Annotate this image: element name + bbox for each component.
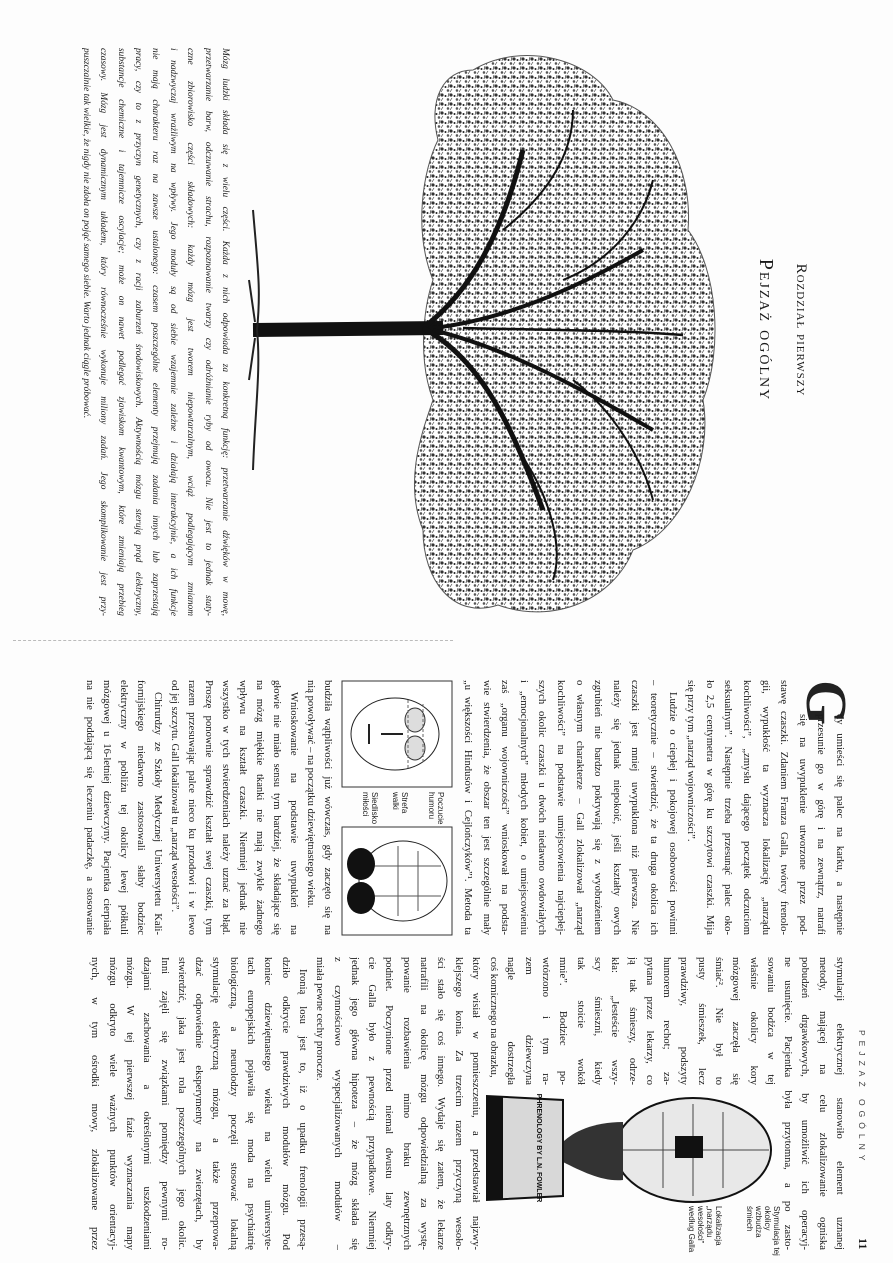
text-line: powanie rozbawienia mimo braku zewnętrznych [400,957,412,1250]
text-line: substancje chemiczne i tajemnicze oscylacje; może on nawet podlegać zjawiskom kwantowym, które zmieniają przebieg [115,48,126,616]
text-line: przetwarzanie barw, odczuwanie strachu, rozpoznawanie twarzy czy odróżnianie ryby od owocu. Nie jest to jednak staty- [202,48,213,616]
text-line: pobudzeń drgawkowych, by umożliwić ich operacyj- [799,957,811,1250]
text-line: od jej szczytu. Gall lokalizował tu „narząd wesołości”. [169,680,180,913]
text-line: Wnioskowanie na podstawie uwypukleń na [288,692,299,935]
text-line: elektryczny w pobliżu tej okolicy lewej półkuli [118,680,129,935]
text-line: stymulację elektryczną mózgu, a także przeprowa- [210,957,222,1250]
text-line: koniec dziewiętnastego wieku na wielu uniwersyte- [262,957,274,1250]
page-fold [13,640,453,641]
text-line: Chirurdzy ze Szkoły Medycznej Uniwersytetu Kali- [152,692,163,935]
label-gall-location: Lokalizacja „narządu wesołości” według Galla [687,1206,723,1253]
text-line: dzać odpowiednie eksperymenty na zwierzętach, by [193,957,205,1250]
text-line: stawę czaszki. Zdaniem Franza Galla, twórcy frenolo- [778,680,790,935]
text-line: kła: „Jesteście wszy- [609,957,621,1085]
chapter-title: Pejzaż ogólny [755,258,777,402]
text-line: zem dziewczyna [522,957,534,1085]
text-line: mózgowej u 16-letniej dziewczyny. Pacjentka cierpiała [101,680,112,935]
text-line: sowaniu bodźca w tej [765,957,776,1085]
text-line: czne zbiorowisko części składowych: każdy mózg jest tworem niepowtarzalnym, wciąż podlegającym zmianom [185,48,196,616]
text-line: szych okolic czaszki u dwóch niedawno owdowiałych [536,680,548,935]
text-line: mózgu odkryto wiele ważnych punktów orientacyj- [106,957,118,1250]
text-line: ści stało się coś innego. Wydaje się zatem, że lekarze [435,957,447,1250]
text-line: ło 2,5 centymetra w górę ku szczytowi czaszki. Mija [703,680,715,935]
text-line: pytana przez lekarzy, co [643,957,655,1085]
text-line: nagle dostrzegła [505,957,517,1085]
text-line: metody, mającej na celu zlokalizowanie ogniska [816,957,828,1250]
label-combat-zone: Strefa walki [391,792,409,814]
text-line: fornijskiego niedawno zastosowali słaby bodziec [135,680,146,935]
text-line: głowie nie miało sensu tym bardziej, że składające się [271,680,282,935]
text-line: wpływu na kształt czaszki. Niemniej jednak nie [237,680,248,935]
text-line: z czynnościowo wyspecjalizowanych modułów – [331,957,343,1250]
skull-top-diagram [341,826,453,936]
text-line: cie Galla było z pewnością przypadkowe. Niemniej [366,957,378,1250]
text-line: Ludzie o ciepłej i pokojowej osobowości powinni [666,692,678,935]
text-line: należy się jednak niepokoić, jeśli kształty owych [610,680,622,935]
text-line: ne usunięcie. Pacjentka była przytomna, a po zasto- [782,957,794,1250]
text-line: i nadzwyczaj wrażliwym na wpływy. Jego moduły są od siebie wzajemnie zależne i działają interakcyjnie, a ich funkcje [167,48,178,616]
text-line: wszystko w tych stwierdzeniach należy uznać za błąd. [220,680,231,935]
text-line: wtórzono i tym ra- [540,957,552,1085]
figure-phrenology-heads [339,680,453,935]
text-line: puszczalnie tak wielkie, że nigdy nie zdoła on pojąć samego siebie. Warto jednak ciągle próbować. [80,48,91,419]
text-line: na nie poddającą się leczeniu padaczkę, a stosowanie [84,680,95,935]
text-line: coś komicznego na obrazku, [488,957,500,1078]
text-line: i „emocjonalnych” młodych kobiet, o umiejscowieniu [517,680,529,935]
text-line: Ironią losu jest to, iż o upadku frenologii przesą- [297,969,308,1250]
text-line: pusty śmieszek, lecz [695,957,707,1085]
text-line: tach europejskich pojawiła się moda na psychiatrię [245,957,257,1250]
text-line: – teoretycznie – stwierdzić, że ta druga okolica ich [648,680,659,935]
text-line: miała pewne cechy prorocze. [314,957,326,1081]
text-line: nią powoływać – na początku dziewiętnastego wieku. [305,680,316,908]
label-stimulation: Stymulacja tej okolicy wzbudza śmiech [745,1206,781,1256]
text-line: czasowy. Mózg jest dynamicznym układem, który równocześnie wykonuje miliony zadań. Jego skomplikowanie jest przy- [98,48,109,616]
text-line: mózgowej zaczęła się [730,957,742,1085]
text-line: gii, wypukłość ta wyznacza lokalizację „narządu [759,680,771,935]
bust-plaque: PHRENOLOGY BY L.N. FOWLER [535,1093,542,1203]
text-line: jednak jego główna hipoteza – że mózg składa się [348,957,360,1250]
page-number: 11 [856,1238,870,1250]
text-line: kochliwości”, „zmysłu dającego początek odczuciom [741,680,752,935]
text-line: klejszego konia. Za trzecim razem przyczyną wesoło- [452,957,464,1250]
text-line: ją tak śmieszy, odrze- [626,957,638,1085]
running-head: PEJZAŻ OGÓLNY [857,1030,867,1166]
text-line: dziło odkrycie prawdziwych modułów mózgu. Pod [279,957,291,1250]
text-line: nych, w tym ośrodki mowy, zlokalizowane przez [89,957,101,1250]
text-line: właśnie okolicy kory [747,957,759,1085]
text-line: tak stoicie wokół [574,957,586,1085]
drop-cap: G [794,680,859,726]
text-line: stymulacji elektrycznej stanowiło element uznanej [834,957,845,1250]
text-line: natrafili na okolicę mózgu odpowiedzialną za wystę- [418,957,430,1250]
text-line: stwierdzić, jaka jest rola poszczególnych jego okolic. [175,957,187,1250]
face-diagram [341,680,453,788]
text-line: Proszę ponownie sprawdzić kształt swej czaszki, tym [203,680,214,935]
text-line: czaszki jest mniej uwypuklona niż pierwsza. Nie [629,680,641,935]
text-line: biologiczną, a neurolodzy poczęli stosować lokalną [227,957,239,1250]
text-line: prawdziwy, podszyty [678,957,690,1085]
label-humor: Poczucie humoru [427,792,445,825]
text-line: Inni zajęli się związkami pomiędzy pewnymi ro- [158,957,170,1250]
text-line: „u większości Hindusów i Cejlończyków”¹. Metoda ta [462,680,473,935]
text-line: Mózg ludzki składa się z wielu części. Każda z nich odpowiada za konkretną funkcję: przetwarzanie dźwięków w mowę, [220,48,230,616]
text-line: przesunie go w górę i na zewnątrz, natrafi [815,714,827,935]
text-line: razem przesuwając palce nieco ku przodowi i w lewo [186,680,197,935]
text-line: mnie”. Bodziec po- [557,957,569,1085]
text-line: nie mają charakteru raz na zawsze ustalonego: czasem poszczególne elementy przejmują zadania innych lub zaprzestają [150,48,161,616]
text-line: humorem rechot; za- [661,957,673,1085]
phrenology-bust-illustration [483,1092,783,1204]
text-line: wie stwierdzenia, że obszar ten jest szczególnie mały [480,680,492,935]
text-line: na mózg miękkie tkanki nie mają zwykle żadnego [254,680,265,935]
text-line: kochliwości” na podstawie umiejscowienia najciepłej- [555,680,566,935]
text-line: zgrubień nie bardzo pokrywają się z wyobrażeniem [592,680,604,935]
text-line: podniet. Poczynione przed niemal dwustu laty odkry- [383,957,395,1250]
text-line: śmiać². Nie był to [713,957,725,1085]
text-line: dzajami zachowania a określonymi uszkodzeniami [141,957,153,1250]
text-line: zaś „organu wojowniczości” wnioskował na podsta- [499,680,511,935]
text-line: dy umieści się palec na karku, a następnie [834,714,845,935]
text-line: się na uwypuklenie utworzone przez pod- [796,714,808,935]
text-line: budziła wątpliwości już wówczas, gdy zaczęto się na [322,680,333,935]
text-line: o własnym charakterze – Gall zlokalizował „narząd [573,680,585,935]
text-line: który wisiał w pomieszczeniu, a przedstawiał najzwy- [470,957,481,1250]
text-line: się przy tym „narząd wojowniczości”. [685,680,697,842]
text-line: pracy, czy to z przyczyn genetycznych, czy z racji zaburzeń środowiskowych. Aktywnością mózgu sterują prąd elektryczny, [133,48,143,616]
tree-illustration [243,30,723,630]
text-line: mózgu. W tej pierwszej fazie wyznaczania mapy [124,957,135,1250]
text-line: scy śmieszni, kiedy [592,957,603,1085]
chapter-label: Rozdział pierwszy [793,263,809,397]
label-love-seat: Siedlisko miłości [361,792,379,825]
text-line: seksualnym”. Następnie trzeba przesunąć palec oko- [722,680,734,935]
